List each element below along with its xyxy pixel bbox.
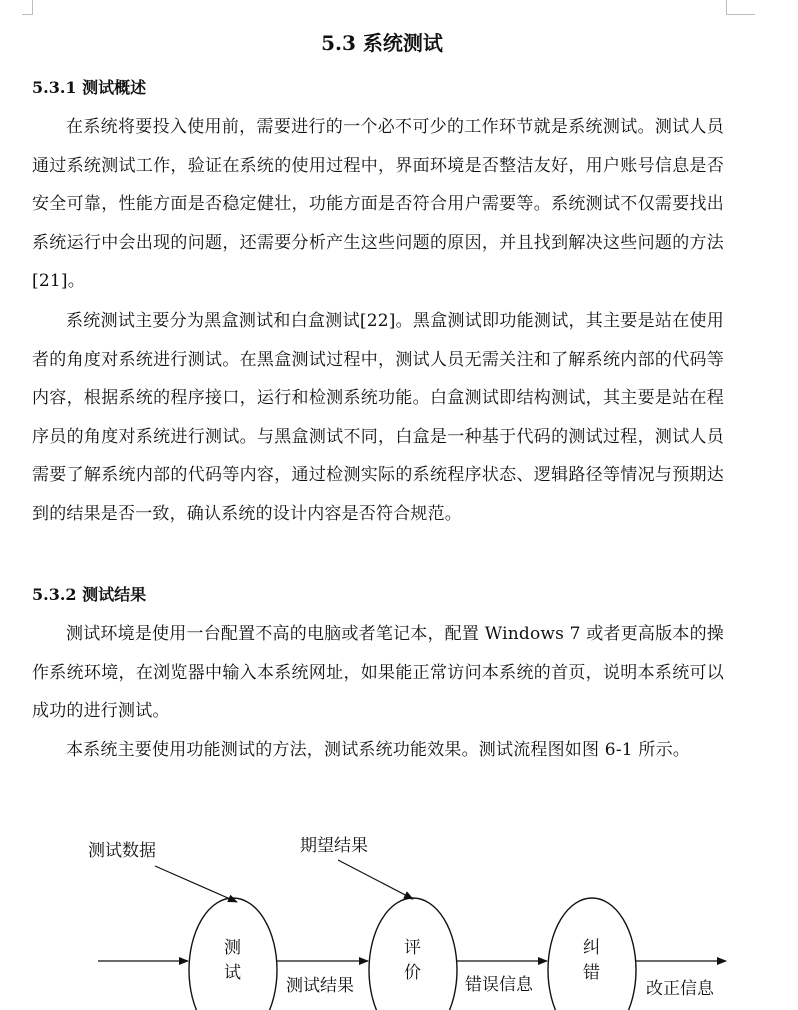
node-test-char-1: 测 <box>224 938 241 958</box>
section-title: 5.3 系统测试 <box>321 31 443 55</box>
node-test-char-2: 试 <box>224 963 241 983</box>
label-test-data: 测试数据 <box>88 841 156 861</box>
paragraph-results-1: 测试环境是使用一台配置不高的电脑或者笔记本，配置 Windows 7 或者更高版本的操作系统环境，在浏览器中输入本系统网址，如果能正常访问本系统的首页，说明本系统可以成功的进行测试。 <box>32 624 724 721</box>
node-evaluate-char-2: 价 <box>404 963 421 983</box>
test-flow-diagram <box>0 820 798 1010</box>
node-evaluate-char-1: 评 <box>404 938 421 958</box>
edge-label-fix-info: 改正信息 <box>646 979 714 999</box>
subsection-heading-results: 5.3.2 测试结果 <box>32 585 147 604</box>
node-correct-char-1: 纠 <box>583 938 600 958</box>
paragraph-overview-1: 在系统将要投入使用前，需要进行的一个必不可少的工作环节就是系统测试。测试人员通过系统测试工作，验证在系统的使用过程中，界面环境是否整洁友好，用户账号信息是否安全可靠，性能方面是否稳定健壮，功能方面是否符合用户需要等。系统测试不仅需要找出系统运行中会出现的问题，还需要分析产生这些问题的原因，并且找到解决这些问题的方法[21]。 <box>32 117 724 291</box>
edge-label-test-result: 测试结果 <box>286 976 354 996</box>
paragraph-overview-2: 系统测试主要分为黑盒测试和白盒测试[22]。黑盒测试即功能测试，其主要是站在使用者的角度对系统进行测试。在黑盒测试过程中，测试人员无需关注和了解系统内部的代码等内容，根据系统的程序接口，运行和检测系统功能。白盒测试即结构测试，其主要是站在程序员的角度对系统进行测试。与黑盒测试不同，白盒是一种基于代码的测试过程，测试人员需要了解系统内部的代码等内容，通过检测实际的系统程序状态、逻辑路径等情况与预期达到的结果是否一致，确认系统的设计内容是否符合规范。 <box>32 311 724 524</box>
test-flow-svg <box>0 820 798 1010</box>
crop-mark-top-right <box>726 0 755 15</box>
crop-mark-top-left <box>22 0 33 15</box>
subsection-heading-overview: 5.3.1 测试概述 <box>32 78 147 97</box>
label-expected-result: 期望结果 <box>300 836 368 856</box>
edge-label-error-info: 错误信息 <box>465 975 533 995</box>
arrow-expected-result <box>338 860 413 899</box>
node-correct-char-2: 错 <box>583 963 600 983</box>
arrow-test-data <box>155 866 237 902</box>
paragraph-results-2: 本系统主要使用功能测试的方法，测试系统功能效果。测试流程图如图 6-1 所示。 <box>66 740 690 760</box>
